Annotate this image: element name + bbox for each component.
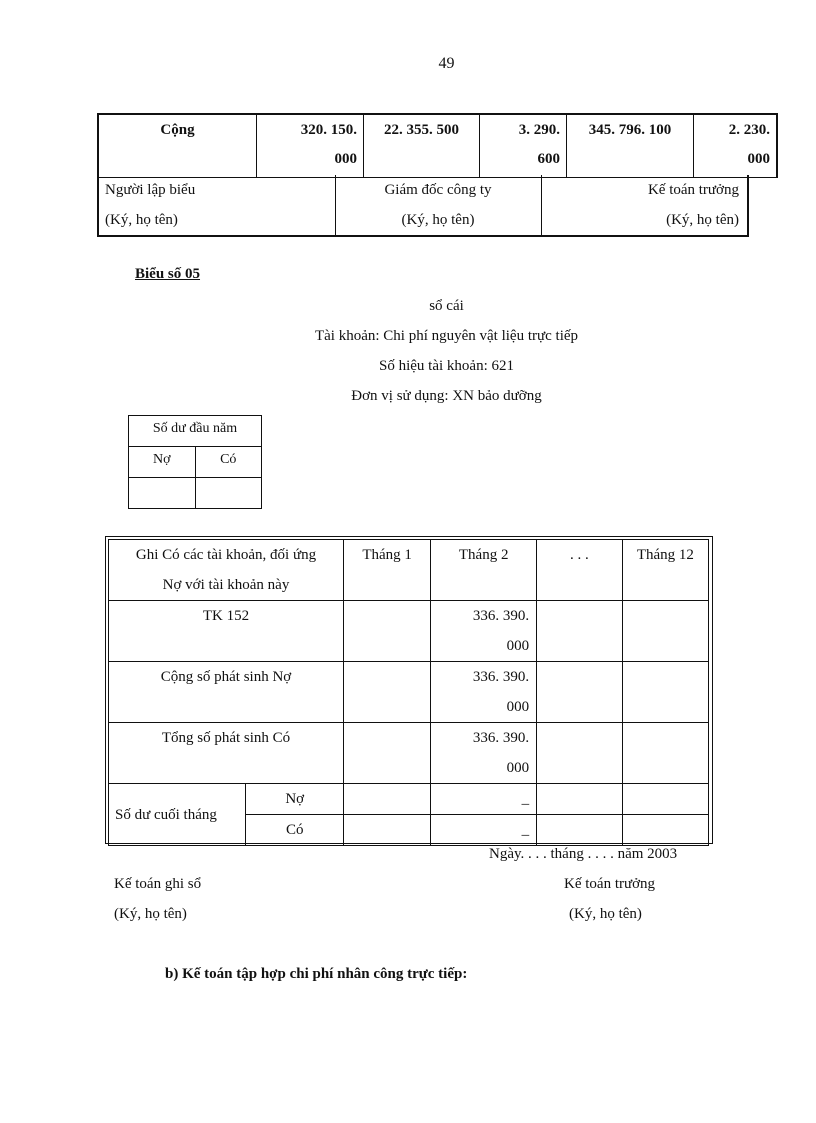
director-signature [335, 175, 541, 235]
row-tk152-month-ellipsis [537, 601, 623, 662]
total-value-2 [364, 114, 480, 178]
closing-credit-month-ellipsis [537, 815, 623, 846]
ledger-header-row [109, 540, 709, 601]
closing-debit-month-12 [622, 784, 708, 815]
total-row [98, 114, 777, 178]
row-tk152-month-1 [344, 601, 431, 662]
closing-debit-month-2: _ [431, 784, 537, 815]
footer-chief-accountant-title: Kế toán trưởng [564, 876, 656, 892]
row-label-total-debit: Cộng số phát sinh Nợ [109, 662, 344, 723]
row-total-credit-month-12 [622, 723, 708, 784]
form-number: Biểu số 05 [135, 266, 201, 282]
closing-credit-month-12 [622, 815, 708, 846]
total-value-1 [257, 114, 364, 178]
ledger-row-total-debit [109, 662, 709, 723]
opening-credit-value [195, 478, 262, 509]
header-counter-account-line2: Nợ với tài khoản này [162, 577, 290, 593]
row-total-credit-month-2-line1: 336. 390. [472, 730, 530, 746]
total-value-1-line2: 000 [334, 151, 357, 167]
opening-balance-header: Số dư đầu năm [129, 416, 262, 447]
date-line: Ngày. . . . tháng . . . . năm 2003 [489, 846, 678, 862]
total-value-4-line1: 345. 796. 100 [588, 122, 672, 138]
row-total-credit-month-2-line2: 000 [506, 760, 530, 776]
total-value-5-line2: 000 [747, 151, 770, 167]
total-value-3-line1: 3. 290. [518, 122, 560, 138]
row-total-debit-month-1 [344, 662, 431, 723]
opening-credit-header: Có [195, 447, 262, 478]
opening-debit-value [129, 478, 196, 509]
footer-chief-accountant-sign-note: (Ký, họ tên) [569, 906, 642, 922]
preparer-sign-note: (Ký, họ tên) [105, 212, 178, 228]
row-tk152-month-2 [431, 601, 537, 662]
header-month-2: Tháng 2 [431, 540, 537, 601]
closing-debit-label: Nợ [246, 784, 344, 815]
chief-accountant-sign-note: (Ký, họ tên) [666, 212, 739, 228]
row-total-credit-month-1 [344, 723, 431, 784]
header-month-12: Tháng 12 [622, 540, 708, 601]
row-tk152-month-12 [622, 601, 708, 662]
using-unit: Đơn vị sử dụng: XN bảo dưỡng [351, 388, 542, 404]
row-label-tk152: TK 152 [109, 601, 344, 662]
ledger-table [108, 539, 709, 846]
chief-accountant-signature [541, 175, 739, 235]
header-counter-account [109, 540, 344, 601]
row-total-debit-month-2-line2: 000 [506, 699, 530, 715]
ledger-row-closing-debit [109, 784, 709, 815]
row-label-total-credit: Tổng số phát sinh Có [109, 723, 344, 784]
total-value-2-line1: 22. 355. 500 [384, 122, 459, 138]
closing-credit-month-1 [344, 815, 431, 846]
total-value-5 [694, 114, 778, 178]
total-label [98, 114, 257, 178]
total-value-3 [480, 114, 567, 178]
total-value-1-line1: 320. 150. [300, 122, 357, 138]
row-total-credit-month-2 [431, 723, 537, 784]
closing-credit-month-2: _ [431, 815, 537, 846]
bookkeeper-sign-note: (Ký, họ tên) [114, 906, 187, 922]
closing-credit-label: Có [246, 815, 344, 846]
chief-accountant-title: Kế toán trưởng [647, 182, 739, 198]
ledger-row-total-credit [109, 723, 709, 784]
ledger-row-tk152 [109, 601, 709, 662]
total-value-4 [567, 114, 694, 178]
row-tk152-month-2-line1: 336. 390. [472, 608, 530, 624]
section-b-heading: b) Kế toán tập hợp chi phí nhân công trực tiếp: [165, 966, 468, 982]
summary-total-table [97, 113, 778, 178]
preparer-signature [105, 175, 195, 235]
account-name: Tài khoản: Chi phí nguyên vật liệu trực tiếp [314, 328, 579, 344]
row-total-credit-month-ellipsis [537, 723, 623, 784]
row-label-closing-balance: Số dư cuối tháng [109, 784, 246, 846]
closing-debit-month-1 [344, 784, 431, 815]
row-total-debit-month-12 [622, 662, 708, 723]
row-total-debit-month-2-line1: 336. 390. [472, 669, 530, 685]
director-sign-note: (Ký, họ tên) [401, 212, 475, 228]
opening-balance-table [128, 415, 262, 509]
page-number: 49 [438, 55, 455, 72]
opening-debit-header: Nợ [129, 447, 196, 478]
header-month-1: Tháng 1 [344, 540, 431, 601]
top-signature-box [97, 175, 749, 237]
preparer-title: Người lập biểu [105, 182, 196, 198]
row-total-debit-month-2 [431, 662, 537, 723]
closing-debit-month-ellipsis [537, 784, 623, 815]
bookkeeper-title: Kế toán ghi sổ [114, 876, 202, 892]
row-total-debit-month-ellipsis [537, 662, 623, 723]
header-month-ellipsis: . . . [537, 540, 623, 601]
header-counter-account-line1: Ghi Có các tài khoản, đối ứng [135, 547, 317, 563]
ledger-title: sổ cái [429, 298, 464, 314]
total-label-text: Cộng [160, 122, 195, 138]
total-value-5-line1: 2. 230. [728, 122, 770, 138]
director-title: Giám đốc công ty [384, 182, 492, 198]
total-value-3-line2: 600 [537, 151, 560, 167]
row-tk152-month-2-line2: 000 [506, 638, 530, 654]
account-number: Số hiệu tài khoản: 621 [379, 358, 514, 374]
